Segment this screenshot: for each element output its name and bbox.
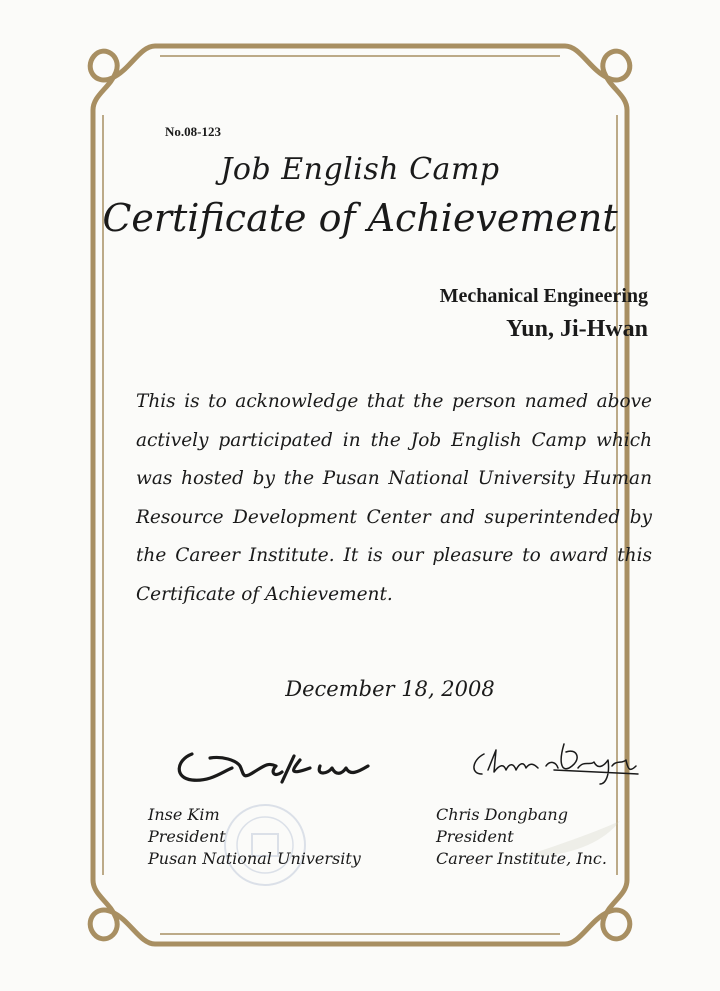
certificate-number: No.08-123 — [165, 124, 221, 139]
signer-1-name: Inse Kim — [148, 805, 220, 824]
signer-2-title: President — [436, 827, 514, 846]
recipient-department: Mechanical Engineering — [439, 285, 648, 307]
signer-1-organization: Pusan National University — [148, 849, 361, 868]
recipient-name: Yun, Ji-Hwan — [506, 316, 648, 342]
signature-chris-dongbang — [466, 740, 646, 792]
signature-inse-kim — [170, 742, 385, 792]
issue-date: December 18, 2008 — [285, 677, 495, 701]
certificate-body-text: This is to acknowledge that the person named above actively participated in the Job English Camp which was hosted by the Pusan National University Human Resource Development Center and superintended by the Career Institute. It is our pleasure to award this Certificate of Achievement. — [136, 391, 652, 605]
signer-block-1 — [148, 804, 361, 870]
signer-2-name: Chris Dongbang — [436, 805, 568, 824]
certificate-title: Certificate of Achievement — [102, 196, 618, 240]
signer-1-title: President — [148, 827, 226, 846]
signer-2-organization: Career Institute, Inc. — [436, 849, 607, 868]
event-title: Job English Camp — [220, 152, 500, 187]
signer-block-2 — [436, 804, 607, 870]
